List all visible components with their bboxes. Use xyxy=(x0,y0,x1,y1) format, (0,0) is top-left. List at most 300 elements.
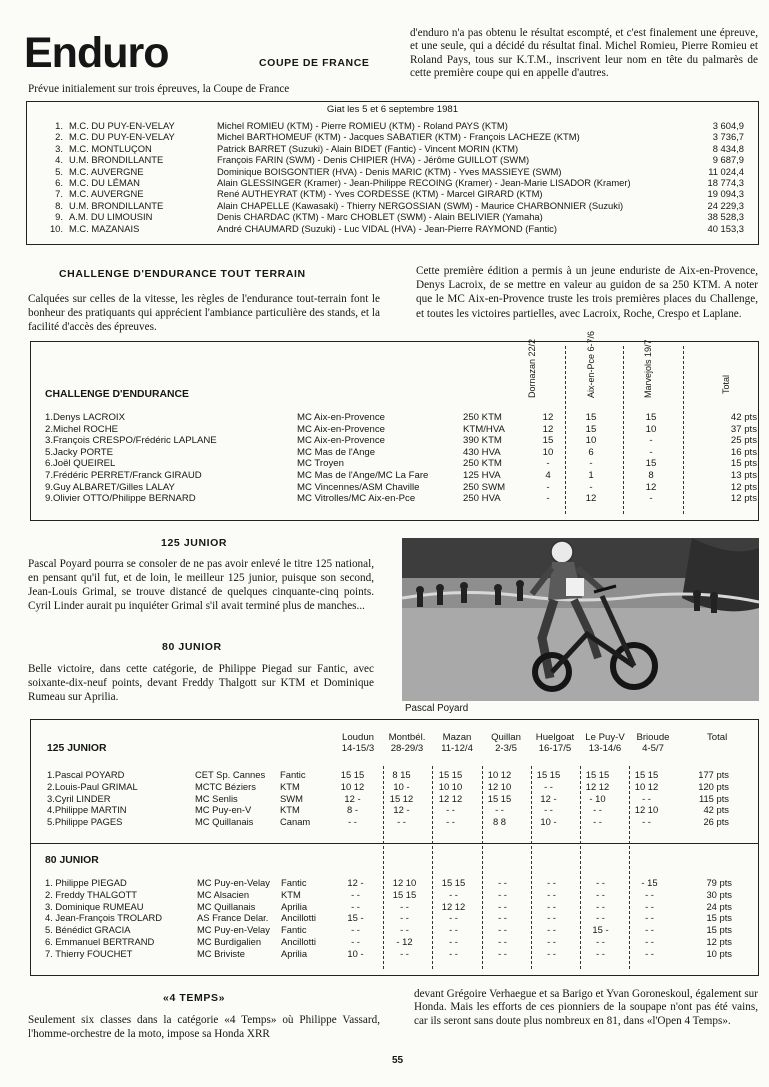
endurance-club: MC Troyen xyxy=(297,458,344,470)
rider-club: MC Quillanais xyxy=(195,816,254,828)
junior-results-box xyxy=(30,719,759,976)
coupe-club: M.C. DU LÉMAN xyxy=(69,177,140,189)
coupe-row xyxy=(41,154,744,165)
rider-total: 42 pts xyxy=(703,804,729,816)
race-score: - - xyxy=(547,924,556,936)
endurance-col-2: Aix-en-Pce 6-7/6 xyxy=(586,330,596,398)
endurance-race-3: - xyxy=(649,446,653,458)
challenge-left-text: Calquées sur celles de la vitesse, les règles de l'endurance tout-terrain font le bonheur des pratiquants qui apprécient l'ambiance particulière des stands, et la facilité d'accès des épreuves. xyxy=(28,293,380,333)
race-score: 15 - xyxy=(592,924,609,936)
rider-club: MCTC Béziers xyxy=(195,780,256,792)
intro-left-text: Prévue initialement sur trois épreuves, la Coupe de France xyxy=(28,83,290,95)
rider-name: 3. Dominique RUMEAU xyxy=(45,900,144,912)
endurance-race-2: 6 xyxy=(588,446,594,458)
coupe-riders: Alain GLESSINGER (Kramer) - Jean-Philippe RECOING (Kramer) - Jean-Marie LISADOR (Kramer) xyxy=(217,177,631,189)
coupe-riders: René AUTHEYRAT (KTM) - Yves CORDESSE (KTM) - Marcel GIRARD (KTM) xyxy=(217,188,543,200)
race-name-header: Mazan xyxy=(442,732,472,743)
race-score: - - xyxy=(351,888,360,900)
coupe-results-box xyxy=(26,101,759,245)
four-temps-left-text: Seulement six classes dans la catégorie «4 Temps» où Philippe Vassard, l'homme-orchestre de la moto, impose sa Honda XRR xyxy=(28,1014,380,1040)
race-score: - - xyxy=(498,924,507,936)
race-name-header: Huelgoat xyxy=(535,732,575,743)
junior-row xyxy=(45,877,732,889)
endurance-club: MC Aix-en-Provence xyxy=(297,412,385,423)
rider-name: 2. Freddy THALGOTT xyxy=(45,888,138,900)
endurance-club: MC Mas de l'Ange xyxy=(297,446,376,458)
race-date-header: 2-3/5 xyxy=(495,743,517,754)
endurance-club: MC Vincennes/ASM Chaville xyxy=(297,481,420,493)
coupe-club: M.C. DU PUY-EN-VELAY xyxy=(69,120,175,131)
race-score: 15 15 xyxy=(487,792,512,804)
rider-photo xyxy=(402,538,759,701)
race-score: 10 - xyxy=(540,816,557,828)
race-score: - - xyxy=(547,935,556,947)
rider-name: 6. Emmanuel BERTRAND xyxy=(45,935,155,947)
race-score: 15 15 xyxy=(392,888,417,900)
race-name-header: Montbél. xyxy=(388,732,426,743)
rider-total: 177 pts xyxy=(698,769,729,780)
coupe-score: 11 024,4 xyxy=(708,165,744,177)
rider-total: 12 pts xyxy=(706,935,732,947)
coupe-row xyxy=(41,188,744,199)
rider-name: 4. Jean-François TROLARD xyxy=(45,912,163,924)
endurance-race-1: - xyxy=(546,493,550,505)
rider-name: 5.Philippe PAGES xyxy=(47,816,123,828)
coupe-rank: 5. xyxy=(55,165,63,177)
endurance-row xyxy=(45,470,757,482)
junior-row xyxy=(45,912,732,924)
page-title: Enduro xyxy=(24,29,169,77)
coupe-riders: Patrick BARRET (Suzuki) - Alain BIDET (Fantic) - Vincent MORIN (KTM) xyxy=(217,142,519,154)
endurance-total: 42 pts xyxy=(730,412,757,423)
junior-row xyxy=(45,948,732,960)
race-score: 12 10 xyxy=(392,877,417,888)
rider-total: 26 pts xyxy=(703,816,729,828)
race-score: - - xyxy=(446,804,455,816)
endurance-total: 13 pts xyxy=(730,469,757,481)
challenge-right-text: Cette première édition a permis à un jeune enduriste de Aix-en-Provence, Denys Lacroix, de se mettre en valeur au guidon de sa 250 KTM. A noter que le MC Aix-en-Provence truste les trois premières places du Challenge, et toutes les victoires partielles, avec Lacroix, Roche, Crespo et Laplane. xyxy=(416,265,758,320)
coupe-club: U.M. BRONDILLANTE xyxy=(69,199,164,211)
junior125-table xyxy=(47,769,729,828)
coupe-club: M.C. AUVERGNE xyxy=(69,188,144,200)
race-score: - - xyxy=(645,947,654,959)
motorcycle-illustration xyxy=(402,538,759,701)
coupe-row xyxy=(41,177,744,188)
race-score: - 15 xyxy=(641,877,658,888)
coupe-row xyxy=(41,200,744,211)
coupe-score: 19 094,3 xyxy=(707,188,744,200)
race-score: - - xyxy=(449,888,458,900)
rider-bike: Ancillotti xyxy=(281,935,316,947)
endurance-title: CHALLENGE D'ENDURANCE xyxy=(45,389,189,400)
endurance-race-2: 1 xyxy=(588,469,594,481)
endurance-row xyxy=(45,435,757,447)
endurance-total: 12 pts xyxy=(730,481,757,493)
race-score: 10 12 xyxy=(340,780,365,792)
race-score: - - xyxy=(596,912,605,924)
rider-bike: Canam xyxy=(280,816,311,828)
junior-row xyxy=(47,804,729,816)
endurance-race-1: 10 xyxy=(542,446,554,458)
coupe-score: 40 153,3 xyxy=(707,222,744,234)
race-score: - - xyxy=(645,935,654,947)
junior80-heading: 80 JUNIOR xyxy=(162,641,222,653)
race-score: 15 12 xyxy=(389,792,414,804)
endurance-name: 5.Jacky PORTE xyxy=(45,446,114,458)
coupe-club: U.M. BRONDILLANTE xyxy=(69,154,164,166)
race-score: - - xyxy=(498,947,507,959)
endurance-bike: 250 KTM xyxy=(463,458,502,470)
race-score: - - xyxy=(596,900,605,912)
endurance-race-3: 8 xyxy=(648,469,654,481)
coupe-score: 38 528,3 xyxy=(707,211,744,223)
endurance-race-3: 10 xyxy=(645,423,657,435)
rider-name: 2.Louis-Paul GRIMAL xyxy=(47,780,138,792)
race-score: - - xyxy=(544,804,553,816)
rider-bike: Fantic xyxy=(281,924,307,936)
race-score: - - xyxy=(449,947,458,959)
coupe-rank: 10. xyxy=(49,222,63,234)
rider-total: 120 pts xyxy=(698,780,729,792)
rider-club: MC Puy-en-V xyxy=(195,804,252,816)
coupe-row xyxy=(41,143,744,154)
coupe-table xyxy=(41,120,744,234)
junior125-text: Pascal Poyard pourra se consoler de ne pas avoir enlevé le titre 125 national, en pensant qu'il fut, et de loin, le meilleur 125 junior, puisque son second, Jean-Louis Grimal, se trouve distancé de quelques cinquante-cinq points. Cyril Linder aurait pu inquiéter Grimal s'il avait terminé plus de manches... xyxy=(28,558,374,612)
rider-name: 7. Thierry FOUCHET xyxy=(45,947,133,959)
race-score: - 12 xyxy=(396,935,413,947)
endurance-race-3: 15 xyxy=(645,412,657,423)
endurance-bike: KTM/HVA xyxy=(463,423,505,435)
coupe-club: M.C. MONTLUÇON xyxy=(69,142,152,154)
rider-club: AS France Delar. xyxy=(197,912,269,924)
coupe-rank: 8. xyxy=(55,199,63,211)
rider-total: 10 pts xyxy=(706,947,732,959)
coupe-score: 3 736,7 xyxy=(712,131,744,143)
race-score: 15 15 xyxy=(634,769,659,780)
race-score: - - xyxy=(544,780,553,792)
race-score: - - xyxy=(642,816,651,828)
coupe-row xyxy=(41,131,744,142)
endurance-row xyxy=(45,447,757,459)
race-score: 10 12 xyxy=(487,769,512,780)
junior-row xyxy=(47,793,729,805)
coupe-rank: 3. xyxy=(55,142,63,154)
race-score: 12 12 xyxy=(585,780,610,792)
endurance-name: 9.Olivier OTTO/Philippe BERNARD xyxy=(45,493,196,505)
rider-bike: Aprilia xyxy=(281,900,308,912)
race-score: 12 - xyxy=(344,792,361,804)
race-score: 10 - xyxy=(393,780,410,792)
race-date-header: 11-12/4 xyxy=(441,743,473,754)
race-score: 12 10 xyxy=(634,804,659,816)
race-score: - - xyxy=(498,935,507,947)
endurance-club: MC Vitrolles/MC Aix-en-Pce xyxy=(297,493,416,505)
endurance-race-1: 15 xyxy=(542,435,554,447)
coupe-rank: 6. xyxy=(55,177,63,189)
coupe-club: M.C. AUVERGNE xyxy=(69,165,144,177)
coupe-row xyxy=(41,211,744,222)
race-score: 15 15 xyxy=(536,769,561,780)
endurance-race-1: - xyxy=(546,458,550,470)
endurance-name: 1.Denys LACROIX xyxy=(45,412,125,423)
junior-row xyxy=(45,889,732,901)
coupe-score: 24 229,3 xyxy=(707,199,744,211)
race-score: - - xyxy=(449,912,458,924)
race-date-header: 4-5/7 xyxy=(642,743,664,754)
rider-bike: KTM xyxy=(280,780,300,792)
race-score: - - xyxy=(351,935,360,947)
race-score: - - xyxy=(449,935,458,947)
race-score: 15 15 xyxy=(340,769,365,780)
endurance-row xyxy=(45,412,757,424)
rider-name: 1.Pascal POYARD xyxy=(47,769,125,780)
junior-row xyxy=(45,901,732,913)
endurance-total: 16 pts xyxy=(730,446,757,458)
coupe-riders: Denis CHARDAC (KTM) - Marc CHOBLET (SWM) - Alain BELIVIER (Yamaha) xyxy=(217,211,543,223)
race-name-header: Le Puy-V xyxy=(585,732,625,743)
race-score: - - xyxy=(547,912,556,924)
rider-club: MC Burdigalien xyxy=(197,935,262,947)
race-date-header: 16-17/5 xyxy=(538,743,572,754)
race-score: - - xyxy=(351,900,360,912)
race-score: 10 10 xyxy=(438,780,463,792)
junior-divider xyxy=(31,843,758,844)
rider-bike: Ancillotti xyxy=(281,912,316,924)
junior80-text: Belle victoire, dans cette catégorie, de Philippe Piegad sur Fantic, avec soixante-dix-neuf points, devant Freddy Thalgott sur KTM et Dominique Rumeau sur Aprilia. xyxy=(28,663,374,703)
race-score: - - xyxy=(547,888,556,900)
coupe-score: 9 687,9 xyxy=(712,154,744,166)
race-score: 8 8 xyxy=(492,816,507,828)
endurance-race-1: - xyxy=(546,481,550,493)
endurance-race-3: - xyxy=(649,493,653,505)
coupe-riders: Dominique BOISGONTIER (HVA) - Denis MARIC (KTM) - Yves MASSIEYE (SWM) xyxy=(217,165,562,177)
junior80-table-title: 80 JUNIOR xyxy=(45,855,99,866)
rider-bike: Fantic xyxy=(280,769,306,780)
coupe-club: A.M. DU LIMOUSIN xyxy=(69,211,153,223)
endurance-total: 37 pts xyxy=(730,423,757,435)
race-score: - - xyxy=(498,877,507,888)
junior-row xyxy=(47,816,729,828)
endurance-club: MC Aix-en-Provence xyxy=(297,423,385,435)
coupe-score: 3 604,9 xyxy=(712,120,744,131)
junior-row xyxy=(47,781,729,793)
endurance-row xyxy=(45,482,757,494)
rider-club: MC Senlis xyxy=(195,792,238,804)
section-heading-coupe: COUPE DE FRANCE xyxy=(259,57,370,69)
endurance-total: 25 pts xyxy=(730,435,757,447)
race-score: - - xyxy=(596,888,605,900)
coupe-score: 18 774,3 xyxy=(707,177,744,189)
race-date-header: 28-29/3 xyxy=(390,743,424,754)
race-score: 8 - xyxy=(347,804,358,816)
photo-caption: Pascal Poyard xyxy=(405,703,469,714)
coupe-riders: André CHAUMARD (Suzuki) - Luc VIDAL (HVA) - Jean-Pierre RAYMOND (Fantic) xyxy=(217,222,557,234)
endurance-row xyxy=(45,458,757,470)
race-score: - - xyxy=(449,924,458,936)
rider-bike: KTM xyxy=(280,804,300,816)
endurance-bike: 125 HVA xyxy=(463,469,501,481)
race-score: - - xyxy=(645,888,654,900)
race-score: 12 12 xyxy=(441,900,466,912)
endurance-total: 12 pts xyxy=(730,493,757,505)
four-temps-right-text: devant Grégoire Verhaegue et sa Barigo et Yvan Goroneskoul, également sur Honda. Mais les efforts de ces pionniers de la soupape n'ont pas été vains, car ils seront sans doute plus nombreux en 81, dans «l'Open 4 Temps». xyxy=(414,988,758,1027)
endurance-bike: 390 KTM xyxy=(463,435,502,447)
race-score: - - xyxy=(446,816,455,828)
endurance-row xyxy=(45,493,757,505)
endurance-bike: 250 KTM xyxy=(463,412,502,423)
race-score: 10 12 xyxy=(634,780,659,792)
coupe-rank: 9. xyxy=(55,211,63,223)
rider-name: 4.Philippe MARTIN xyxy=(47,804,127,816)
endurance-name: 7.Frédéric PERRET/Franck GIRAUD xyxy=(45,469,202,481)
rider-total: 15 pts xyxy=(706,924,732,936)
junior125-table-title: 125 JUNIOR xyxy=(47,743,107,754)
coupe-riders: Alain CHAPELLE (Kawasaki) - Thierry NERGOSSIAN (SWM) - Maurice CHARBONNIER (Suzuki) xyxy=(217,199,624,211)
race-score: - - xyxy=(596,947,605,959)
endurance-race-3: 15 xyxy=(645,458,657,470)
endurance-race-3: - xyxy=(649,435,653,447)
rider-total: 15 pts xyxy=(706,912,732,924)
endurance-club: MC Aix-en-Provence xyxy=(297,435,385,447)
endurance-race-3: 12 xyxy=(645,481,657,493)
endurance-name: 9.Guy ALBARET/Gilles LALAY xyxy=(45,481,175,493)
rider-club: MC Quillanais xyxy=(197,900,256,912)
junior-total-header: Total xyxy=(707,732,728,743)
endurance-race-2: 15 xyxy=(585,412,597,423)
race-score: - - xyxy=(400,924,409,936)
coupe-riders: Michel ROMIEU (KTM) - Pierre ROMIEU (KTM) - Roland PAYS (KTM) xyxy=(217,120,508,131)
endurance-race-2: - xyxy=(589,481,593,493)
race-score: - - xyxy=(645,900,654,912)
junior80-table xyxy=(45,877,732,960)
race-score: - - xyxy=(547,877,556,888)
endurance-row xyxy=(45,424,757,436)
endurance-bike: 250 HVA xyxy=(463,493,501,505)
rider-name: 1. Philippe PIEGAD xyxy=(45,877,127,888)
coupe-club: M.C. DU PUY-EN-VELAY xyxy=(69,131,175,143)
race-score: - - xyxy=(645,924,654,936)
junior-row xyxy=(47,769,729,781)
race-score: - - xyxy=(348,816,357,828)
challenge-heading: CHALLENGE D'ENDURANCE TOUT TERRAIN xyxy=(59,268,306,280)
race-score: - - xyxy=(400,947,409,959)
rider-bike: Fantic xyxy=(281,877,307,888)
junior-row xyxy=(45,924,732,936)
race-score: 15 - xyxy=(347,912,364,924)
race-score: 15 15 xyxy=(441,877,466,888)
endurance-race-1: 4 xyxy=(545,469,551,481)
coupe-riders: Michel BARTHOMEUF (KTM) - Jacques SABATIER (KTM) - François LACHEZE (KTM) xyxy=(217,131,580,143)
rider-total: 79 pts xyxy=(706,877,732,888)
coupe-row xyxy=(41,120,744,131)
race-score: - - xyxy=(400,900,409,912)
endurance-col-total: Total xyxy=(721,374,731,394)
junior125-heading: 125 JUNIOR xyxy=(161,537,228,549)
race-score: - - xyxy=(593,804,602,816)
race-name-header: Quillan xyxy=(491,732,521,743)
race-score: 12 12 xyxy=(438,792,463,804)
race-score: - - xyxy=(547,900,556,912)
coupe-row xyxy=(41,223,744,234)
endurance-col-1: Dornazan 22/2 xyxy=(527,338,537,398)
race-score: 10 - xyxy=(347,947,364,959)
race-date-header: 13-14/6 xyxy=(588,743,622,754)
endurance-race-2: 12 xyxy=(585,493,597,505)
rider-name: 5. Bénédict GRACIA xyxy=(45,924,131,936)
endurance-box xyxy=(30,330,759,521)
race-score: - - xyxy=(495,804,504,816)
endurance-race-2: - xyxy=(589,458,593,470)
coupe-club: M.C. MAZANAIS xyxy=(69,222,140,234)
rider-bike: Aprilia xyxy=(281,947,308,959)
race-score: - - xyxy=(498,900,507,912)
endurance-total: 15 pts xyxy=(730,458,757,470)
rider-bike: SWM xyxy=(280,792,303,804)
endurance-race-2: 15 xyxy=(585,423,597,435)
endurance-race-2: 10 xyxy=(585,435,597,447)
intro-right-text: d'enduro n'a pas obtenu le résultat escompté, et c'est finalement une épreuve, et une seule, qui a décidé du résultat final. Michel Romieu, Pierre Romieu et Roland Pays, tous sur K.T.M., inscrivent leur nom en tête du palmarès de cette première coupe qui en appelle d'autres. xyxy=(410,27,758,79)
race-score: - - xyxy=(645,912,654,924)
endurance-col-3: Marvejols 19/7 xyxy=(643,339,653,398)
rider-club: MC Briviste xyxy=(197,947,245,959)
coupe-row xyxy=(41,166,744,177)
coupe-rank: 1. xyxy=(55,120,63,131)
race-name-header: Brioude xyxy=(636,732,670,743)
page-number: 55 xyxy=(392,1055,404,1066)
race-score: 12 - xyxy=(347,877,364,888)
race-score: - - xyxy=(596,877,605,888)
four-temps-heading: «4 TEMPS» xyxy=(163,992,226,1004)
coupe-rank: 7. xyxy=(55,188,63,200)
rider-club: MC Puy-en-Velay xyxy=(197,877,270,888)
race-score: - - xyxy=(397,816,406,828)
coupe-rank: 4. xyxy=(55,154,63,166)
endurance-club: MC Mas de l'Ange/MC La Fare xyxy=(297,469,429,481)
junior-row xyxy=(45,936,732,948)
endurance-table xyxy=(45,412,757,505)
race-score: - - xyxy=(351,924,360,936)
race-score: 8 15 xyxy=(392,769,411,780)
race-score: - - xyxy=(498,912,507,924)
endurance-race-1: 12 xyxy=(542,423,554,435)
race-score: 12 - xyxy=(393,804,410,816)
race-score: 12 10 xyxy=(487,780,512,792)
endurance-bike: 250 SWM xyxy=(463,481,506,493)
coupe-rank: 2. xyxy=(55,131,63,143)
race-name-header: Loudun xyxy=(341,732,374,743)
rider-name: 3.Cyril LINDER xyxy=(47,792,111,804)
rider-club: CET Sp. Cannes xyxy=(195,769,266,780)
rider-total: 115 pts xyxy=(698,792,729,804)
race-score: - 10 xyxy=(589,792,606,804)
race-score: 15 15 xyxy=(438,769,463,780)
coupe-riders: François FARIN (SWM) - Denis CHIPIER (HVA) - Jérôme GUILLOT (SWM) xyxy=(217,154,530,166)
endurance-bike: 430 HVA xyxy=(463,446,501,458)
endurance-name: 3.François CRESPO/Frédéric LAPLANE xyxy=(45,435,217,447)
endurance-name: 2.Michel ROCHE xyxy=(45,423,119,435)
rider-total: 30 pts xyxy=(706,888,732,900)
coupe-caption: Giat les 5 et 6 septembre 1981 xyxy=(326,104,459,115)
endurance-race-1: 12 xyxy=(542,412,554,423)
race-score: - - xyxy=(498,888,507,900)
rider-club: MC Puy-en-Velay xyxy=(197,924,270,936)
coupe-score: 8 434,8 xyxy=(712,142,744,154)
race-score: - - xyxy=(400,912,409,924)
endurance-name: 6.Joël QUEIREL xyxy=(45,458,116,470)
race-score: - - xyxy=(547,947,556,959)
race-date-header: 14-15/3 xyxy=(341,743,375,754)
rider-club: MC Alsacien xyxy=(197,888,250,900)
